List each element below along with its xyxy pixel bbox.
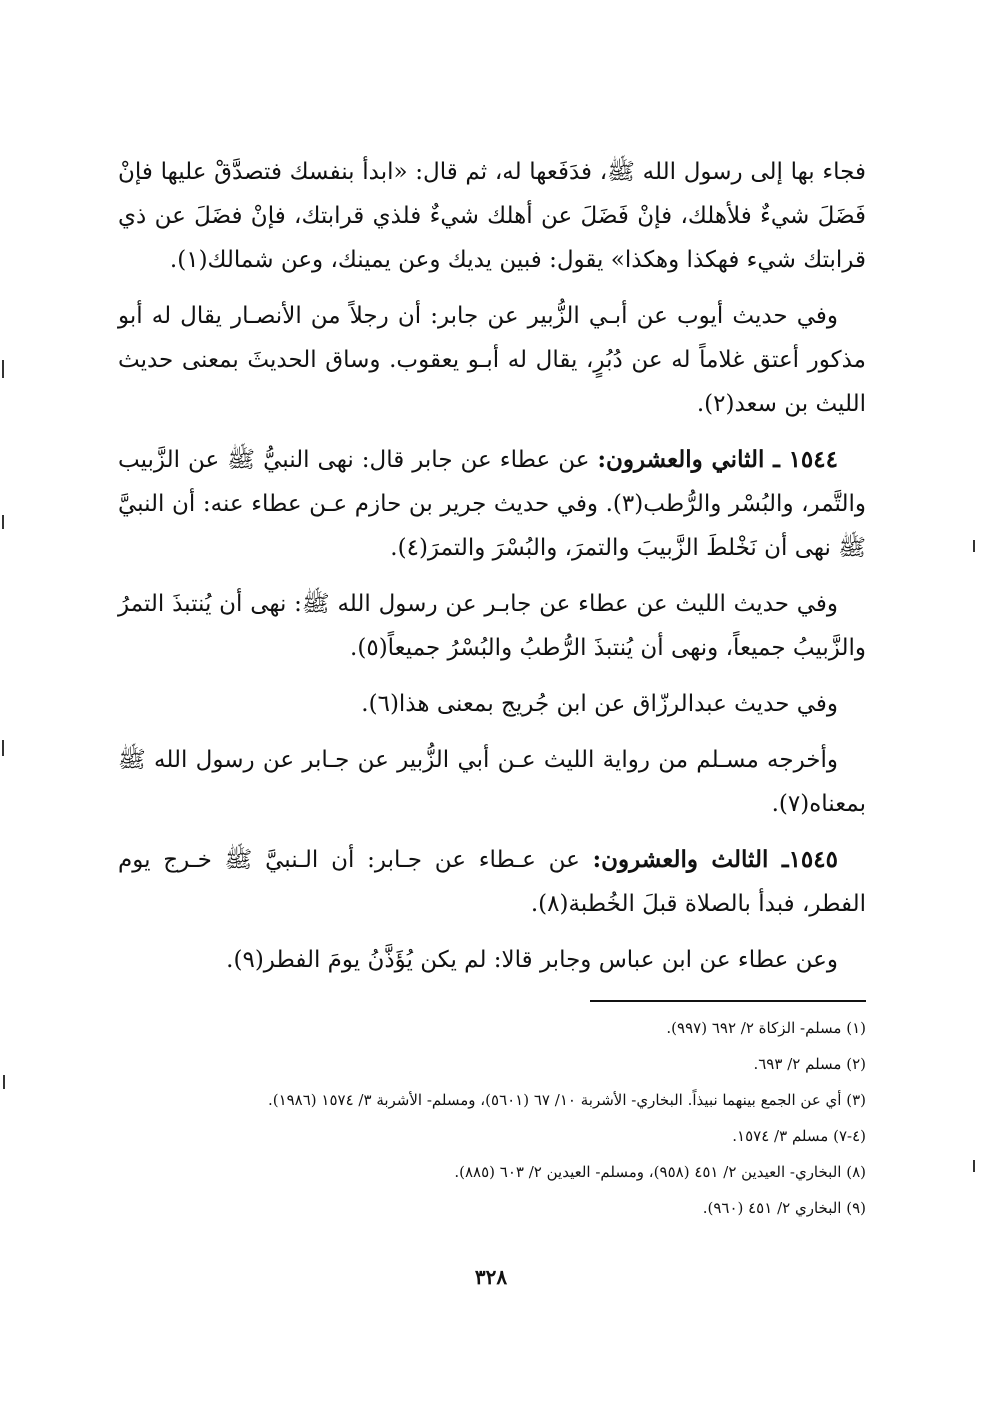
footnotes bbox=[118, 1010, 866, 1226]
paragraph-text: فجاء بها إلى رسول الله ﷺ، فدَفَعها له، ثم قال: «ابدأ بنفسك فتصدَّقْ عليها فإنْ فَضَلَ شيءٌ فلأهلك، فإنْ فَضَلَ عن أهلك شيءٌ فلذي قرابتك، فإنْ فضَلَ عن ذي قرابتك شيء فهكذا وهكذا» يقول: فبين يديك وعن يمينك، وعن شمالك(١). bbox=[118, 159, 866, 273]
scan-mark bbox=[2, 740, 4, 756]
hadith-heading: ١٥٤٤ ـ الثاني والعشرون: bbox=[597, 446, 838, 473]
hadith-heading: ١٥٤٥ـ الثالث والعشرون: bbox=[592, 846, 838, 873]
paragraph bbox=[118, 438, 866, 570]
footnote: (٣) أي عن الجمع بينهما نبيذاً. البخاري- الأشربة ١٠/ ٦٧ (٥٦٠١)، ومسلم- الأشربة ٣/ ١٥٧٤ (١٩٨٦). bbox=[267, 1091, 866, 1109]
paragraph-text: وعن عطاء عن ابن عباس وجابر قالا: لم يكن يُؤَذَّنُ يومَ الفطر(٩). bbox=[226, 947, 838, 973]
main-text bbox=[118, 150, 866, 994]
scan-mark bbox=[2, 360, 4, 378]
paragraph bbox=[118, 738, 866, 826]
paragraph bbox=[118, 582, 866, 670]
footnote-divider bbox=[590, 1000, 866, 1002]
paragraph bbox=[118, 938, 866, 982]
paragraph bbox=[118, 682, 866, 726]
paragraph bbox=[118, 838, 866, 926]
scan-mark bbox=[973, 1160, 975, 1172]
footnote: (٨) البخاري- العيدين ٢/ ٤٥١ (٩٥٨)، ومسلم- العيدين ٢/ ٦٠٣ (٨٨٥). bbox=[454, 1163, 866, 1181]
scan-mark bbox=[2, 515, 4, 529]
scan-mark bbox=[973, 540, 975, 552]
scan-mark bbox=[3, 1075, 5, 1089]
footnote: (٢) مسلم ٢/ ٦٩٣. bbox=[753, 1055, 866, 1073]
footnote: (٤-٧) مسلم ٣/ ١٥٧٤. bbox=[732, 1127, 866, 1145]
footnote: (١) مسلم- الزكاة ٢/ ٦٩٢ (٩٩٧). bbox=[666, 1019, 866, 1037]
paragraph-text: وفي حديث أيوب عن أبـي الزُّبير عن جابر: أن رجلاً من الأنصـار يقال له أبو مذكور أعتق غلاماً له عن دُبُرٍ، يقال له أبـو يعقوب. وساق الحديثَ بمعنى حديث الليث بن سعد(٢). bbox=[118, 303, 866, 417]
paragraph bbox=[118, 294, 866, 426]
footnote: (٩) البخاري ٢/ ٤٥١ (٩٦٠). bbox=[702, 1199, 866, 1217]
paragraph-text: عن عـطاء عن جـابر: أن الـنبيَّ ﷺ خـرج يوم الفطر، فبدأ بالصلاة قبلَ الخُطبة(٨). bbox=[118, 847, 866, 917]
paragraph-text: وفي حديث عبدالرزّاق عن ابن جُريج بمعنى هذا(٦). bbox=[361, 691, 838, 717]
page-number: ٣٢٨ bbox=[474, 1265, 508, 1289]
paragraph bbox=[118, 150, 866, 282]
paragraph-text: وفي حديث الليث عن عطاء عن جابـر عن رسول الله ﷺ: نهى أن يُنتبذَ التمرُ والزَّبيبُ جميعاً، ونهى أن يُنتبذَ الرُّطبُ والبُسْرُ جميعاً(٥). bbox=[118, 591, 866, 661]
paragraph-text: عن عطاء عن جابر قال: نهى النبيُّ ﷺ عن الزَّبيب والتَّمر، والبُسْر والرُّطب(٣). وفي حديث جرير بن حازم عـن عطاء عنه: أن النبيَّ ﷺ نهى أن نَخْلطَ الزَّبيبَ والتمرَ، والبُسْرَ والتمرَ(٤). bbox=[118, 447, 866, 561]
paragraph-text: وأخرجه مسـلم من رواية الليث عـن أبي الزُّبير عن جـابر عن رسول الله ﷺ بمعناه(٧). bbox=[118, 747, 866, 817]
